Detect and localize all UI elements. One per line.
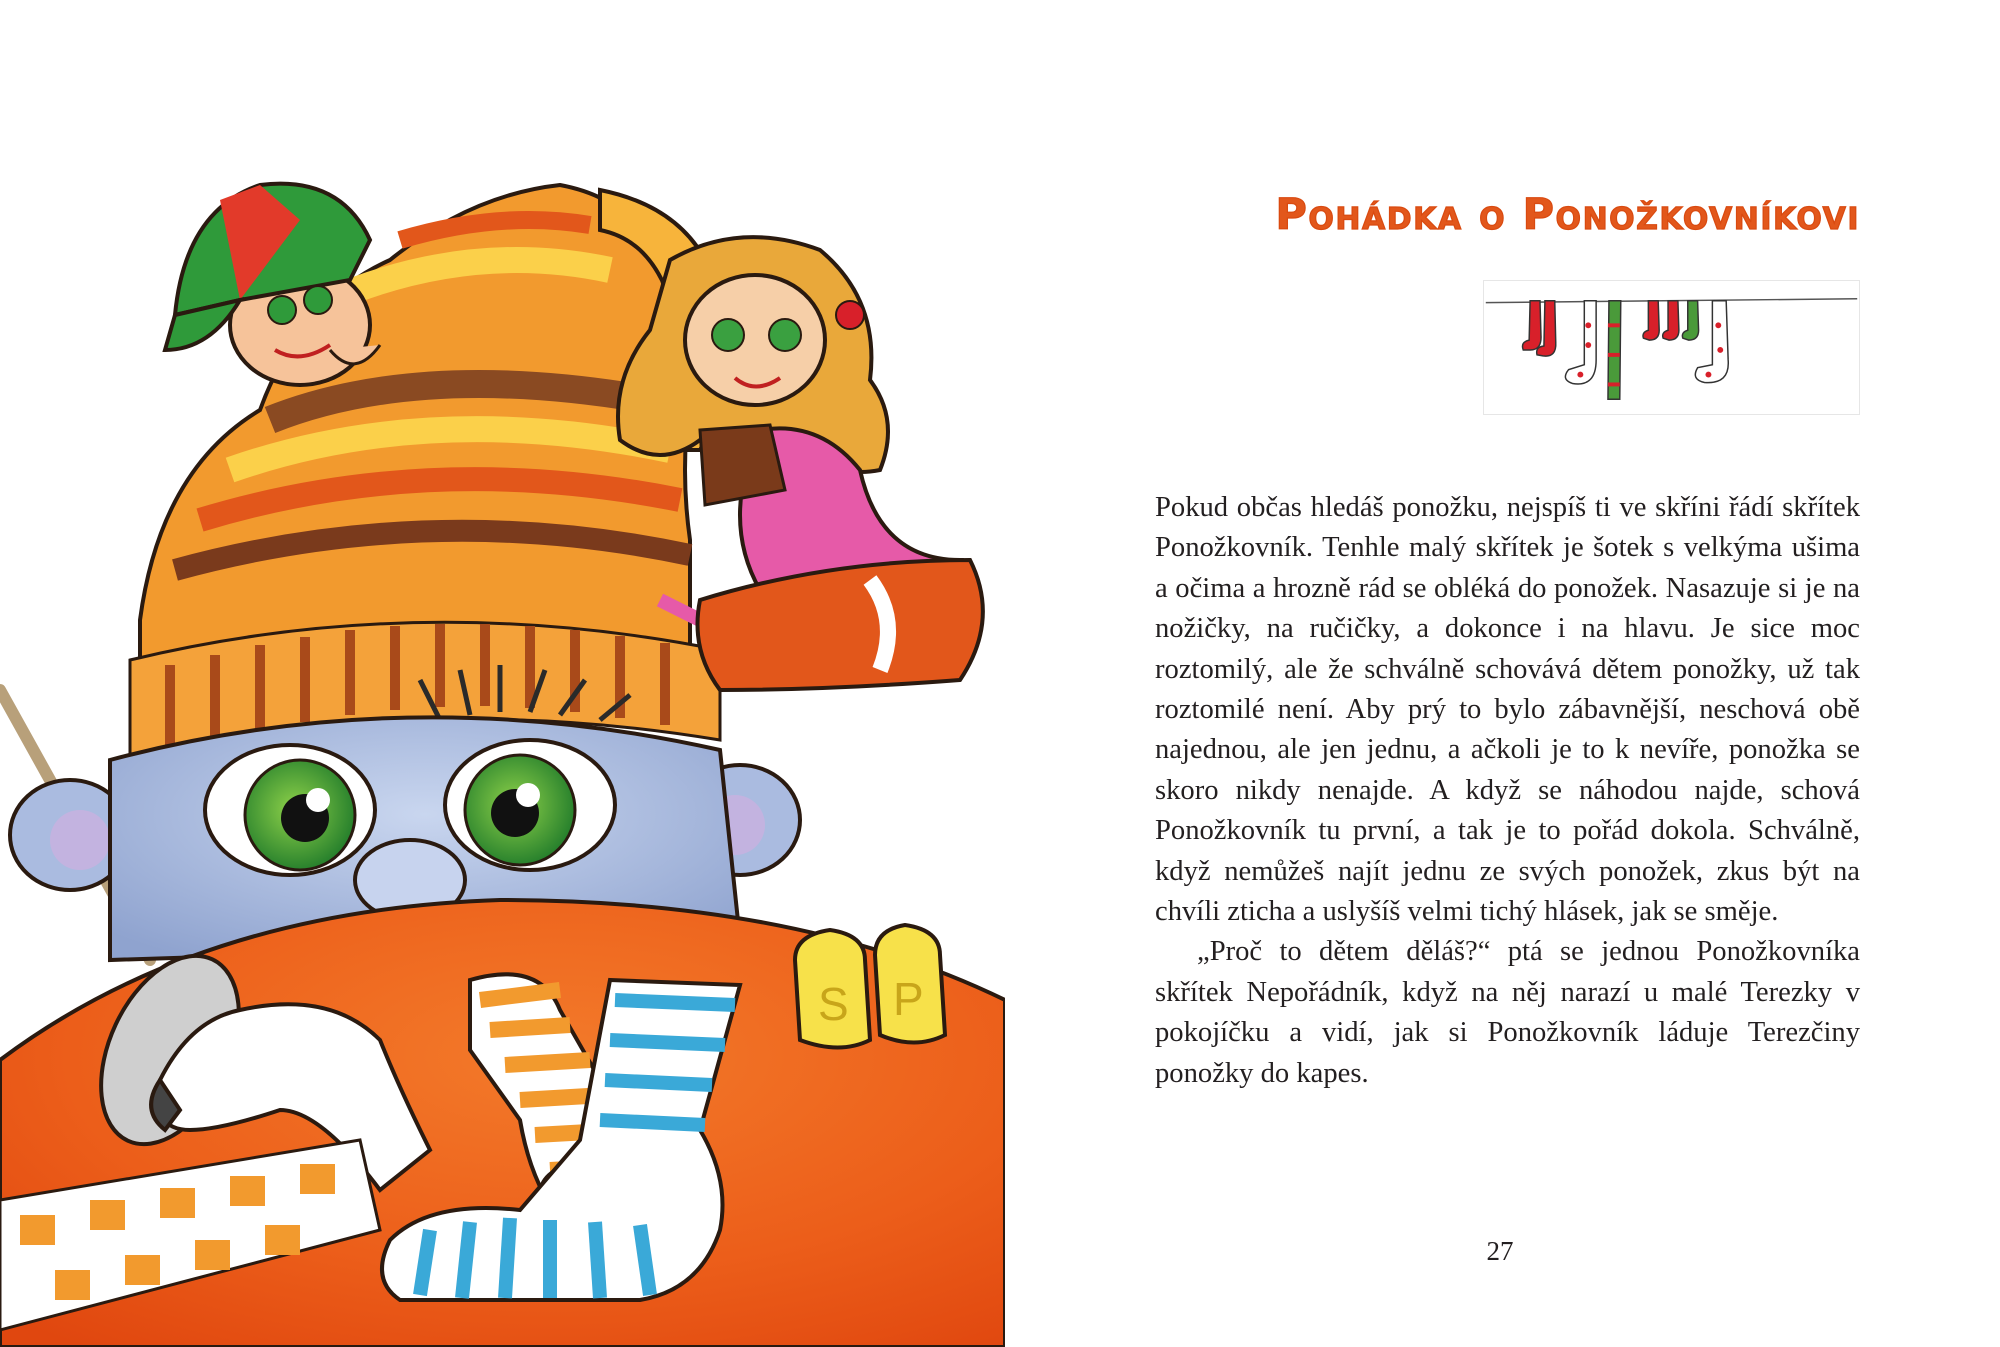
page-number: 27 bbox=[1486, 1236, 1514, 1266]
salt-label: S bbox=[818, 978, 849, 1030]
hanging-socks bbox=[1522, 301, 1728, 400]
chapter-title: Pohádka o Ponožkovníkovi bbox=[1275, 190, 1860, 240]
story-paragraph-1: Pokud občas hledáš ponožku, nejspíš ti ve skříni řádí skřítek Ponožkovník. Tenhle malý skřítek je šotek s velkýma ušima a očima a hrozně rád se obléká do ponožek. Nasazuje si je na nožičky, na ručičky, a dokonce i na hlavu. Je sice moc roztomilý, ale že schválně schovává dětem ponožky, už tak roztomilé není. Aby prý to bylo zábavnější, neschová obě najednou, ale jen jednu, a ačkoli je to k nevíře, ponožka se skoro nikdy nenajde. A když se náhodou najde, schová Ponožkovník tu první, a tak je to pořád dokola. Schválně, když nemůžeš najít jednu ze svých ponožek, zkus být na chvíli zticha a uslyšíš velmi tichý hlásek, jak se směje. bbox=[1155, 492, 1860, 928]
story-paragraph-2: „Proč to dětem děláš?“ ptá se jednou Ponožkovníka skřítek Nepořádník, když na něj narazí u malé Terezky v pokojíčku a vidí, jak si Ponožkovník láduje Terezčiny ponožky do kapes. bbox=[1155, 936, 1860, 1089]
boy-with-cap bbox=[165, 184, 380, 385]
text-page bbox=[1140, 0, 1860, 1347]
socks-on-line-illustration bbox=[1483, 280, 1860, 415]
story-text bbox=[1155, 488, 1860, 1094]
pepper-label: P bbox=[893, 973, 924, 1025]
